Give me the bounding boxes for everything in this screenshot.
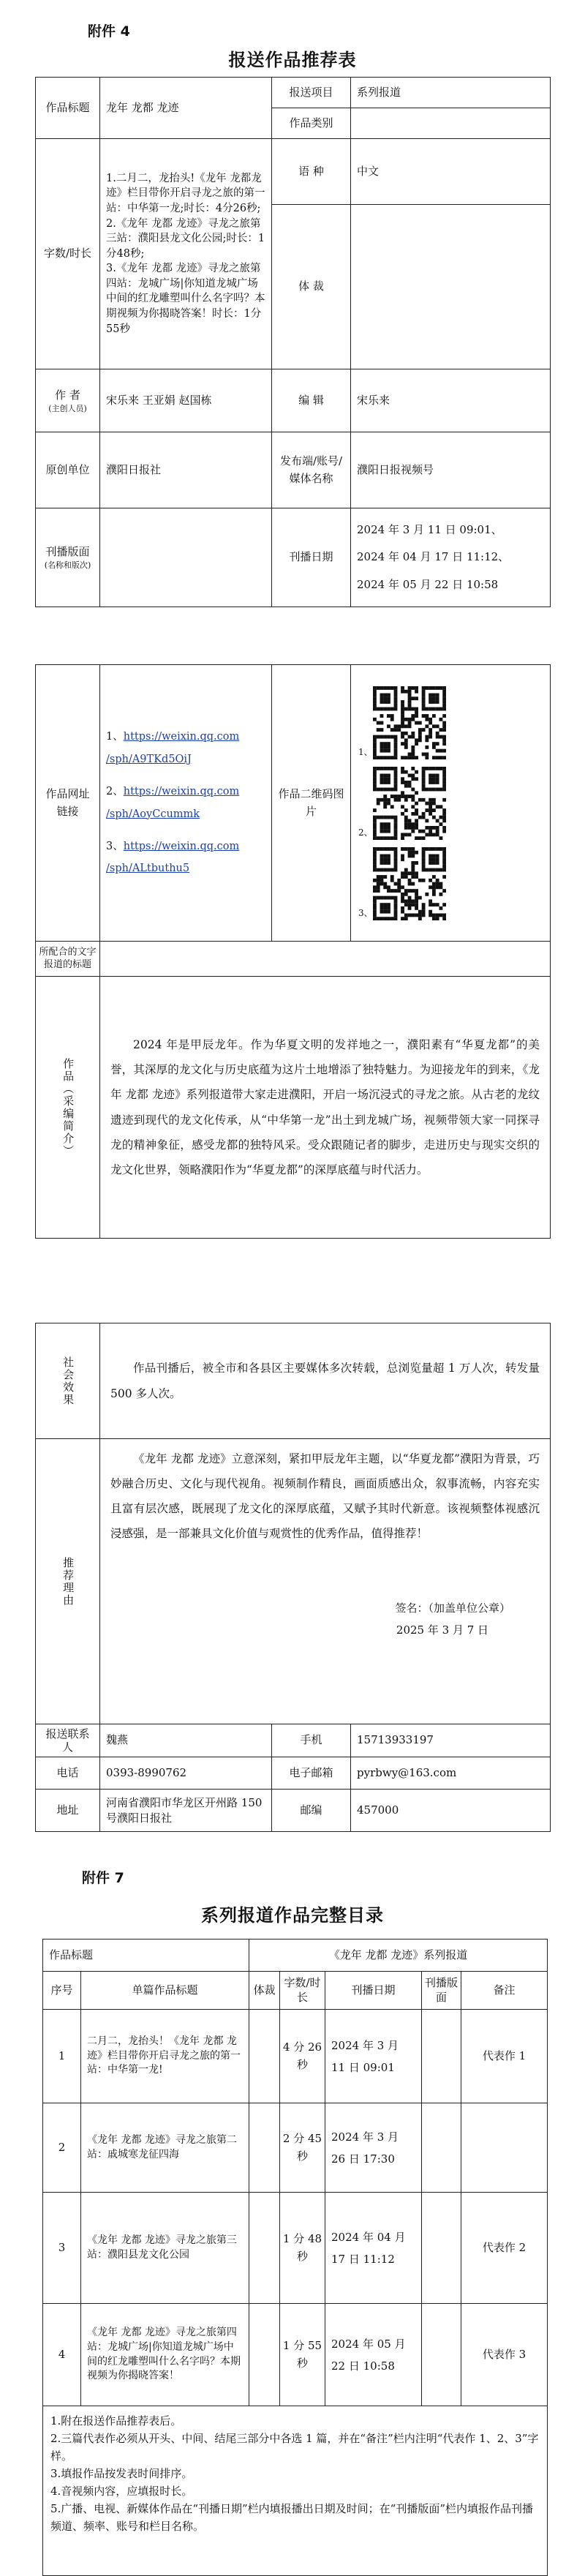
row1-date-line1: 2024 年 3 月: [331, 2038, 399, 2052]
note-2: 2.三篇代表作必须从开头、中间、结尾三部分中各选 1 篇，并在“备注”栏内注明“代表作 1、2、3”字样。: [50, 2432, 539, 2463]
url-num-2: 2、: [106, 786, 124, 798]
qr-item-1: [358, 686, 543, 759]
date-item-1: 2024 年 3 月 11 日 09:01、: [357, 522, 502, 536]
qr-code-icon-3[interactable]: [373, 847, 446, 920]
mobile-value: 15713933197: [351, 1724, 551, 1757]
editor-label: 编 辑: [272, 369, 351, 432]
work-title-value: 龙年 龙都 龙迹: [100, 78, 272, 139]
category-value: [351, 108, 551, 139]
publisher-value: 濮阳日报视频号: [351, 432, 551, 508]
qr-num-1: 1、: [358, 746, 373, 757]
text-title-value: [100, 942, 551, 977]
language-label: 语 种: [272, 139, 351, 205]
qr-code-icon-2[interactable]: [373, 767, 446, 840]
catalog-header-title: 单篇作品标题: [81, 1972, 249, 2010]
row1-remark: 代表作 1: [461, 2010, 548, 2103]
row1-length: 4 分 26 秒: [280, 2010, 325, 2103]
row2-date: [325, 2103, 422, 2193]
work-title-label: 作品标题: [36, 78, 100, 139]
length-label: 字数/时长: [36, 139, 100, 369]
catalog-header-date: 刊播日期: [325, 1972, 422, 2010]
url-num-1: 1、: [106, 731, 124, 743]
row4-date-line2: 22 日 10:58: [331, 2359, 395, 2373]
url-num-3: 3、: [106, 840, 124, 852]
row2-genre: [249, 2103, 280, 2193]
genre-value: [351, 205, 551, 369]
row2-date-line2: 26 日 17:30: [331, 2152, 395, 2166]
length-item-3: 3.《龙年 龙都 龙迹》寻龙之旅第四站：龙城广场|你知道龙城广场中间的红龙雕塑叫什么名字吗？本期视频为你揭晓答案！时长：1分55秒: [106, 263, 265, 335]
effect-label-cell: [36, 1323, 100, 1439]
row1-layout: [422, 2010, 461, 2103]
layout-sublabel: (名称和版次): [44, 560, 91, 571]
series-catalog-table: [42, 1939, 548, 2576]
url-item-1: [106, 726, 265, 770]
date-item-3: 2024 年 05 月 22 日 10:58: [357, 577, 499, 591]
unit-value: 濮阳日报社: [100, 432, 272, 508]
layout-value: [100, 508, 272, 607]
signature-date: 2025 年 3 月 7 日: [396, 1623, 489, 1637]
catalog-header-layout: 刊播版面: [422, 1972, 461, 2010]
recommend-effect-table: [35, 1323, 551, 1832]
row1-genre: [249, 2010, 280, 2103]
address-value: 河南省濮阳市华龙区开州路 150 号濮阳日报社: [100, 1790, 272, 1832]
row4-remark: 代表作 3: [461, 2304, 548, 2406]
authors-value: 宋乐来 王亚娟 赵国栋: [100, 369, 272, 432]
catalog-header-genre: 体裁: [249, 1972, 280, 2010]
intro-paren-open: ︵: [61, 1082, 75, 1095]
contact-label: 报送联系人: [36, 1724, 100, 1757]
note-1: 1.附在报送作品推荐表后。: [50, 2414, 182, 2427]
intro-paren-close: ︶: [61, 1144, 75, 1157]
row4-title: 《龙年 龙都 龙迹》寻龙之旅第四站：龙城广场|你知道龙城广场中间的红龙雕塑叫什么名字吗？本期视频为你揭晓答案！: [81, 2304, 249, 2406]
row2-no: 2: [43, 2103, 81, 2193]
table-row: [43, 2193, 548, 2304]
intro-label: 采编简介: [61, 1094, 75, 1145]
postcode-value: 457000: [351, 1790, 551, 1832]
project-label: 报送项目: [272, 78, 351, 108]
row4-genre: [249, 2304, 280, 2406]
catalog-header-remark: 备注: [461, 1972, 548, 2010]
effect-label: 社会效果: [61, 1356, 75, 1406]
table-row: [43, 2010, 548, 2103]
editor-value: 宋乐来: [351, 369, 551, 432]
table-row: [43, 2103, 548, 2193]
row3-date-line1: 2024 年 04 月: [331, 2230, 406, 2244]
row3-date-line2: 17 日 11:12: [331, 2252, 395, 2266]
qr-list: [351, 665, 551, 942]
row3-date: [325, 2193, 422, 2304]
note-4: 4.音视频内容，应填报时长。: [50, 2485, 193, 2498]
author-label-cell: [36, 369, 100, 432]
address-label: 地址: [36, 1790, 100, 1832]
signature-block: [110, 1597, 540, 1641]
qr-num-3: 3、: [358, 907, 373, 918]
qr-code-icon-1[interactable]: [373, 686, 446, 759]
catalog-work-title-value: 《龙年 龙都 龙迹》系列报道: [249, 1939, 548, 1972]
catalog-work-title-label: 作品标题: [43, 1939, 249, 1972]
note-3: 3.填报作品按发表时间排序。: [50, 2467, 193, 2480]
intro-text: 2024 年是甲辰龙年。作为华夏文明的发祥地之一，濮阳素有“华夏龙都”的美誉，其深厚的龙文化与历史底蕴为这片土地增添了独特魅力。为迎接龙年的到来，《龙年 龙都 龙迹》系列报道带大家走进濮阳，开启一场沉浸式的寻龙之旅。从古老的龙纹遗迹到现代的龙文化传承，从“中华第一龙”出土到龙城广场，视频带领大家一同探寻龙的精神象征，感受龙都的独特风采。受众跟随记者的脚步，走进历史与现实交织的龙文化世界，领略濮阳作为“华夏龙都”的深厚底蕴与时代活力。: [100, 977, 551, 1239]
row3-length: 1 分 48 秒: [280, 2193, 325, 2304]
row1-date-line2: 11 日 09:01: [331, 2060, 395, 2074]
unit-label: 原创单位: [36, 432, 100, 508]
qr-num-2: 2、: [358, 827, 373, 838]
text-title-label: 所配合的文字报道的标题: [36, 942, 100, 977]
annex4-label: 附件 4: [88, 23, 130, 40]
category-label: 作品类别: [272, 108, 351, 139]
url-item-3: [106, 835, 265, 880]
row3-no: 3: [43, 2193, 81, 2304]
recommend-links-table: [35, 664, 551, 1239]
row1-date: [325, 2010, 422, 2103]
reason-label: 推荐理由: [61, 1556, 75, 1607]
phone-label: 电话: [36, 1757, 100, 1790]
postcode-label: 邮编: [272, 1790, 351, 1832]
publisher-label: 发布端/账号/媒体名称: [272, 432, 351, 508]
length-list: [100, 139, 272, 369]
mobile-label: 手机: [272, 1724, 351, 1757]
row4-no: 4: [43, 2304, 81, 2406]
row4-date: [325, 2304, 422, 2406]
catalog-header-length: 字数/时长: [280, 1972, 325, 2010]
catalog-header-no: 序号: [43, 1972, 81, 2010]
contact-value: 魏燕: [100, 1724, 272, 1757]
reason-text: 《龙年 龙都 龙迹》立意深刻，紧扣甲辰龙年主题，以“华夏龙都”濮阳为背景，巧妙融合历史、文化与现代视角。视频制作精良，画面质感出众，叙事流畅，内容充实且富有层次感，既展现了龙文化的深厚底蕴，又赋予其时代新意。该视频整体视感沉浸感强，是一部兼具文化价值与观赏性的优秀作品，值得推荐！: [110, 1452, 540, 1541]
project-value: 系列报道: [351, 78, 551, 108]
length-item-2: 2.《龙年 龙都 龙迹》寻龙之旅第三站：濮阳县龙文化公园;时长：1分48秒;: [106, 217, 265, 260]
author-label: 作 者: [55, 388, 80, 402]
url-link-1b[interactable]: /sph/A9TKd5OiJ: [106, 753, 192, 765]
annex7-label: 附件 7: [82, 1870, 124, 1886]
email-label: 电子邮箱: [272, 1757, 351, 1790]
effect-text: 作品刊播后，被全市和各县区主要媒体多次转载，总浏览量超 1 万人次，转发量 500 多人次。: [100, 1323, 551, 1439]
qr-item-2: [358, 767, 543, 840]
row2-date-line1: 2024 年 3 月: [331, 2130, 399, 2144]
url-list: [100, 665, 272, 942]
qr-label: 作品二维码图片: [272, 665, 351, 942]
qr-item-3: [358, 847, 543, 920]
date-label: 刊播日期: [272, 508, 351, 607]
intro-label-inner: 作品: [61, 1057, 75, 1083]
email-value: pyrbwy@163.com: [351, 1757, 551, 1790]
catalog-notes: [43, 2406, 548, 2576]
length-item-1: 1.二月二，龙抬头!《龙年 龙都龙迹》栏目带你开启寻龙之旅的第一站：中华第一龙;时长：4分26秒;: [106, 172, 265, 214]
url-item-2: [106, 781, 265, 825]
layout-label-cell: [36, 508, 100, 607]
reason-label-cell: [36, 1439, 100, 1724]
url-link-1a[interactable]: https://weixin.qq.com: [123, 731, 240, 743]
row4-layout: [422, 2304, 461, 2406]
row4-date-line1: 2024 年 05 月: [331, 2337, 406, 2351]
row4-length: 1 分 55 秒: [280, 2304, 325, 2406]
row2-layout: [422, 2103, 461, 2193]
url-label: 作品网址链接: [36, 665, 100, 942]
reason-cell: [100, 1439, 551, 1724]
language-value: 中文: [351, 139, 551, 205]
url-link-3a[interactable]: https://weixin.qq.com: [123, 840, 240, 852]
intro-label-cell: [36, 977, 100, 1239]
phone-value: 0393-8990762: [100, 1757, 272, 1790]
date-item-2: 2024 年 04 月 17 日 11:12、: [357, 550, 510, 564]
url-link-2b[interactable]: /sph/AoyCcummk: [106, 808, 200, 820]
row2-remark: [461, 2103, 548, 2193]
row3-title: 《龙年 龙都 龙迹》寻龙之旅第三站：濮阳县龙文化公园: [81, 2193, 249, 2304]
annex4-title: 报送作品推荐表: [228, 49, 357, 70]
row3-genre: [249, 2193, 280, 2304]
author-sublabel: (主创人员): [48, 403, 87, 413]
row3-layout: [422, 2193, 461, 2304]
signature-label: 签名：（加盖单位公章）: [395, 1601, 511, 1615]
intro-label-vertical: [59, 1058, 76, 1157]
layout-label: 刊播版面: [45, 545, 90, 559]
table-row: [43, 2304, 548, 2406]
genre-label: 体 裁: [272, 205, 351, 369]
row1-title: 二月二，龙抬头！《龙年 龙都 龙迹》栏目带你开启寻龙之旅的第一站：中华第一龙!: [81, 2010, 249, 2103]
row3-remark: 代表作 2: [461, 2193, 548, 2304]
url-link-3b[interactable]: /sph/ALtbuthu5: [106, 863, 190, 875]
annex7-title: 系列报道作品完整目录: [201, 1904, 384, 1926]
row1-no: 1: [43, 2010, 81, 2103]
row2-length: 2 分 45 秒: [280, 2103, 325, 2193]
row2-title: 《龙年 龙都 龙迹》寻龙之旅第二站：戚城寒龙征四海: [81, 2103, 249, 2193]
recommend-basic-table: [35, 77, 551, 607]
url-link-2a[interactable]: https://weixin.qq.com: [123, 786, 240, 798]
dates-list: [351, 508, 551, 607]
note-5: 5.广播、电视、新媒体作品在“刊播日期”栏内填报播出日期及时间；在“刊播版面”栏内填报作品刊播频道、频率、账号和栏目名称。: [50, 2502, 533, 2533]
